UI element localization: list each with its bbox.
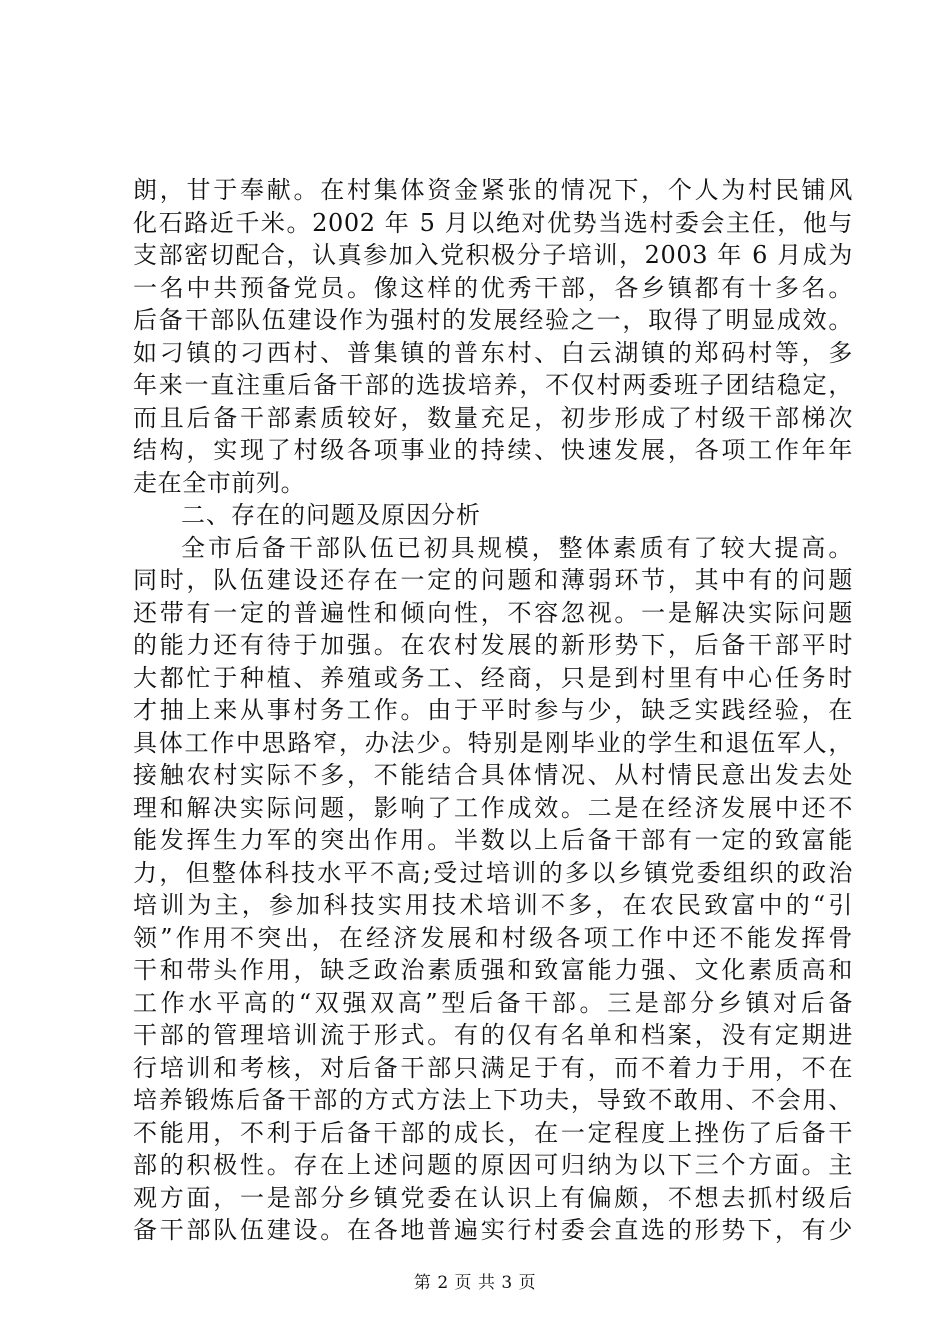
text-line: 后备干部队伍建设作为强村的发展经验之一，取得了明显成效。 — [133, 306, 853, 334]
text-line: 如刁镇的刁西村、普集镇的普东村、白云湖镇的郑码村等，多 — [133, 338, 853, 367]
text-line: 同时，队伍建设还存在一定的问题和薄弱环节，其中有的问题 — [133, 566, 853, 594]
text-line: 还带有一定的普遍性和倾向性，不容忽视。一是解决实际问题 — [133, 598, 853, 627]
text-line: 工作水平高的“双强双高”型后备干部。三是部分乡镇对后备 — [133, 988, 853, 1017]
text-line: 化石路近千米。2002 年 5 月以绝对优势当选村委会主任，他与 — [133, 208, 853, 237]
text-line: 具体工作中思路窄，办法少。特别是刚毕业的学生和退伍军人， — [133, 728, 853, 757]
text-line: 培养锻炼后备干部的方式方法上下功夫，导致不敢用、不会用、 — [133, 1086, 853, 1114]
text-line: 朗，甘于奉献。在村集体资金紧张的情况下，个人为村民铺风 — [133, 176, 853, 204]
text-line: 接触农村实际不多，不能结合具体情况、从村情民意出发去处 — [133, 761, 853, 789]
text-line: 不能用，不利于后备干部的成长，在一定程度上挫伤了后备干 — [133, 1118, 853, 1147]
text-line: 而且后备干部素质较好，数量充足，初步形成了村级干部梯次 — [133, 403, 853, 432]
section-heading: 二、存在的问题及原因分析 — [181, 501, 481, 529]
text-line: 年来一直注重后备干部的选拔培养，不仅村两委班子团结稳定， — [133, 371, 853, 399]
text-line: 干和带头作用，缺乏政治素质强和致富能力强、文化素质高和 — [133, 956, 853, 984]
text-line: 的能力还有待于加强。在农村发展的新形势下，后备干部平时 — [133, 631, 853, 659]
text-line: 观方面，一是部分乡镇党委在认识上有偏颇，不想去抓村级后 — [133, 1183, 853, 1212]
text-line: 领”作用不突出，在经济发展和村级各项工作中还不能发挥骨 — [133, 923, 853, 952]
text-line: 备干部队伍建设。在各地普遍实行村委会直选的形势下，有少 — [133, 1216, 853, 1244]
text-line: 才抽上来从事村务工作。由于平时参与少，缺乏实践经验，在 — [133, 696, 853, 724]
text-line: 全市后备干部队伍已初具规模，整体素质有了较大提高。 — [181, 533, 853, 562]
text-line: 一名中共预备党员。像这样的优秀干部，各乡镇都有十多名。 — [133, 273, 853, 302]
text-line: 部的积极性。存在上述问题的原因可归纳为以下三个方面。主 — [133, 1151, 853, 1179]
text-line: 培训为主，参加科技实用技术培训不多，在农民致富中的“引 — [133, 891, 853, 919]
text-line: 结构，实现了村级各项事业的持续、快速发展，各项工作年年 — [133, 436, 853, 464]
text-line: 能发挥生力军的突出作用。半数以上后备干部有一定的致富能 — [133, 826, 853, 854]
text-line: 干部的管理培训流于形式。有的仅有名单和档案，没有定期进 — [133, 1021, 853, 1049]
document-body — [133, 174, 853, 1247]
text-line: 行培训和考核，对后备干部只满足于有，而不着力于用，不在 — [133, 1053, 853, 1082]
text-line: 力，但整体科技水平不高;受过培训的多以乡镇党委组织的政治 — [133, 858, 853, 887]
text-line: 走在全市前列。 — [133, 468, 306, 497]
text-line: 支部密切配合，认真参加入党积极分子培训，2003 年 6 月成为 — [133, 241, 853, 269]
text-line: 理和解决实际问题，影响了工作成效。二是在经济发展中还不 — [133, 793, 853, 822]
text-line: 大都忙于种植、养殖或务工、经商，只是到村里有中心任务时 — [133, 663, 853, 692]
page-footer: 第 2 页 共 3 页 — [413, 1273, 537, 1293]
